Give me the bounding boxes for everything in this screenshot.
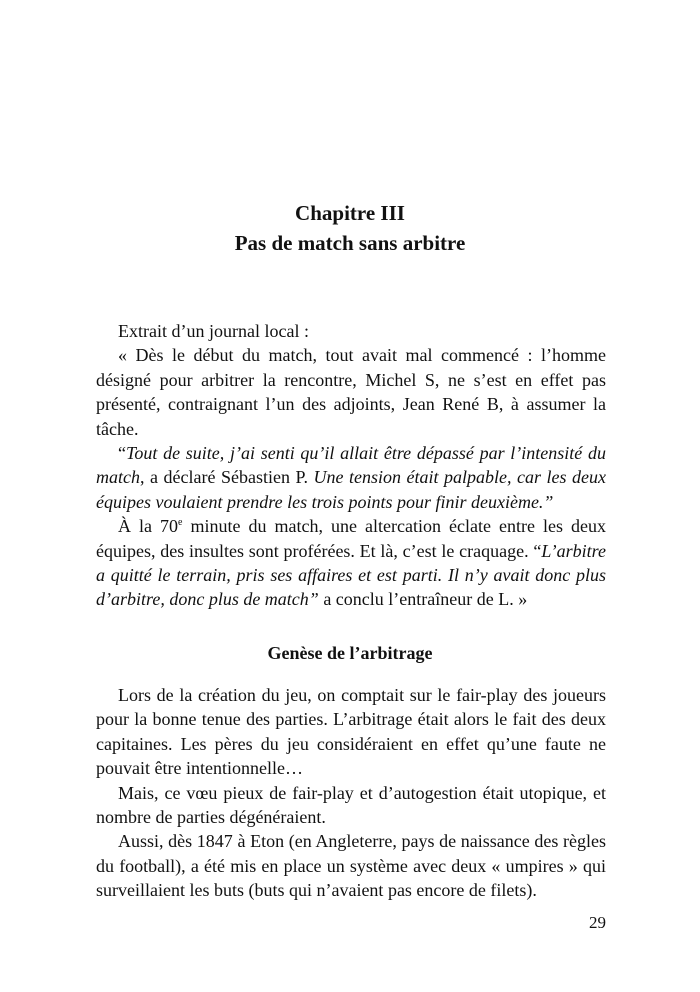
altercation-text-1: À la 70 xyxy=(118,516,179,537)
paragraph-quote-sebastien xyxy=(96,441,606,514)
chapter-subtitle: Pas de match sans arbitre xyxy=(234,231,466,255)
ordinal-superscript: e xyxy=(178,517,183,529)
quote-attribution: , a déclaré Sébastien P. xyxy=(140,467,314,488)
quote-italic-2: Une tension était palpable, car les deux équipes voulaient prendre les trois points pour finir deuxième.” xyxy=(96,467,606,512)
paragraph-altercation xyxy=(96,514,606,612)
quote-mark: “ xyxy=(118,443,126,464)
paragraph-fair-play: Lors de la création du jeu, on comptait sur le fair-play des joueurs pour la bonne tenue des parties. L’arbitrage était alors le fait des deux capitaines. Les pères du jeu considéraient en effet qu’une faute ne pouvait être intentionnelle… xyxy=(96,685,606,779)
paragraph-utopia: Mais, ce vœu pieux de fair-play et d’autogestion était utopique, et nombre de parties dégénéraient. xyxy=(96,782,606,828)
altercation-quote-italic: L’arbitre a quitté le terrain, pris ses affaires et est parti. Il n’y avait donc plus d’arbitre, donc plus de match” xyxy=(96,540,606,610)
paragraph-intro-label: Extrait d’un journal local : xyxy=(118,321,309,341)
paragraph-eton: Aussi, dès 1847 à Eton (en Angleterre, pays de naissance des règles du football), a été mis en place un système avec deux « umpires » qui surveillaient les buts (buts qui n’avaient pas encore de filets). xyxy=(96,831,606,901)
section-heading: Genèse de l’arbitrage xyxy=(267,643,433,663)
chapter-title: Chapitre III xyxy=(295,201,405,225)
quote-italic-1: Tout de suite, j’ai senti qu’il allait être dépassé par l’intensité du match xyxy=(96,443,606,488)
intro-text xyxy=(96,319,606,612)
altercation-conclusion: a conclu l’entraîneur de L. » xyxy=(318,589,528,610)
page-number: 29 xyxy=(589,913,606,932)
altercation-text-2: minute du match, une altercation éclate entre les deux équipes, des insultes sont proférées. Et là, c’est le craquage. “ xyxy=(96,516,606,561)
section-text xyxy=(96,683,606,903)
paragraph-article-opening: « Dès le début du match, tout avait mal commencé : l’homme désigné pour arbitrer la rencontre, Michel S, ne s’est en effet pas présenté, contraignant l’un des adjoints, Jean René B, à assumer la tâche. xyxy=(96,345,606,439)
